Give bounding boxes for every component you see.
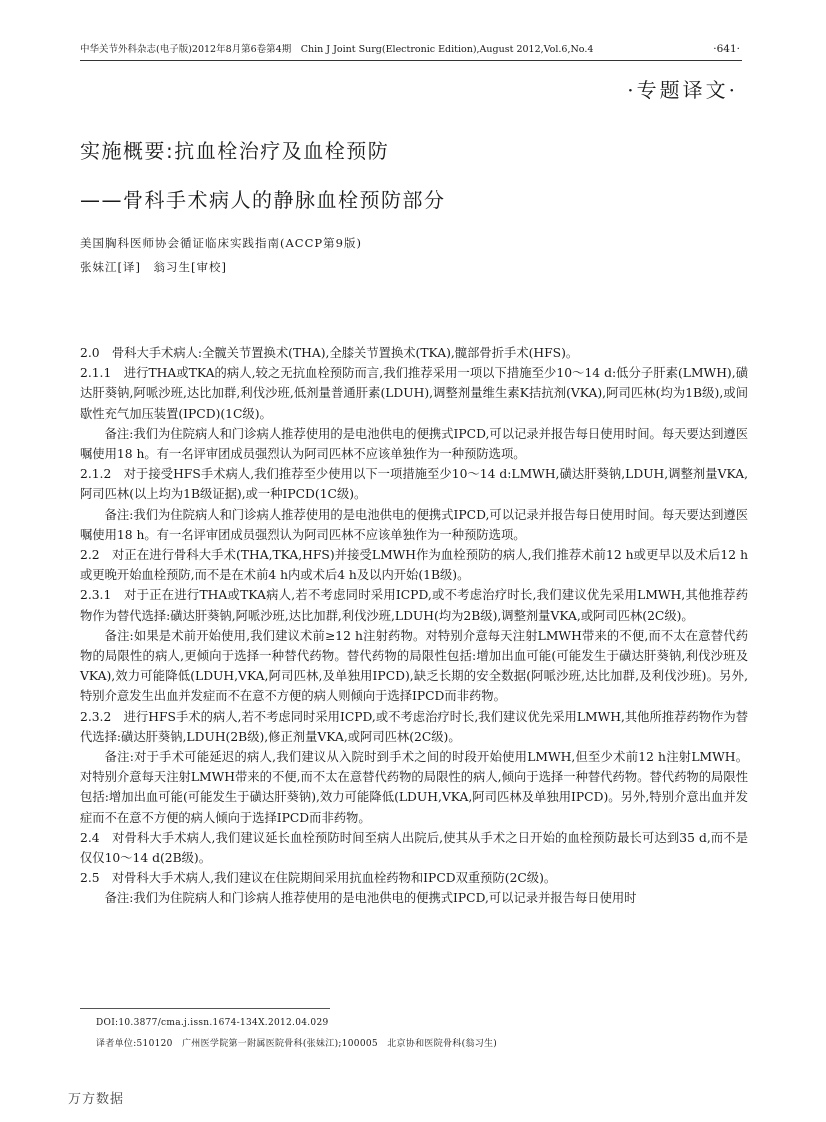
header-rule — [80, 60, 742, 61]
footnote-rule — [80, 1008, 330, 1009]
journal-citation: 中华关节外科杂志(电子版)2012年8月第6卷第4期 Chin J Joint Surg(Electronic Edition),August 2012,Vol.6,No.4 — [80, 44, 594, 55]
recommendation-paragraph: 2.0 骨科大手术病人:全髋关节置换术(THA),全膝关节置换术(TKA),髋部骨折手术(HFS)。 — [80, 346, 579, 360]
footnote-doi: DOI:10.3877/cma.j.issn.1674-134X.2012.04.029 — [96, 1018, 329, 1028]
running-header — [80, 41, 740, 55]
note-paragraph: 备注:我们为住院病人和门诊病人推荐使用的是电池供电的便携式IPCD,可以记录并报告每日使用时 — [104, 891, 637, 906]
recommendation-paragraph: 2.1.2 对于接受HFS手术病人,我们推荐至少使用以下一项措施至少10～14 d:LMWH,磺达肝葵钠,LDUH,调整剂量VKA,阿司匹林(以上均为1B级证据),或一种IPCD(1C级)。 — [80, 467, 748, 502]
footnote-affiliation: 译者单位:510120 广州医学院第一附属医院骨科(张妹江);100005 北京协和医院骨科(翁习生) — [96, 1039, 498, 1049]
article-body — [80, 343, 748, 908]
byline-authors: 张妹江[译] 翁习生[审校] — [80, 260, 227, 274]
recommendation-paragraph: 2.5 对骨科大手术病人,我们建议在住院期间采用抗血栓药物和IPCD双重预防(2C级)。 — [80, 871, 557, 886]
note-paragraph: 备注:如果是术前开始使用,我们建议术前≥12 h注射药物。对特别介意每天注射LMWH带来的不便,而不太在意替代药物的局限性的病人,更倾向于选择一种替代药物。替代药物的局限性包括:增加出血可能(可能发生于磺达肝葵钠,利伐沙班及VKA),效力可能降低(LDUH,VKA,阿司匹林,及单独用IPCD),缺乏长期的安全数据(阿哌沙班,达比加群,及利伐沙班)。另外,特别介意发生出血并发症而不在意不方便的病人则倾向于选择IPCD而非药物。 — [80, 628, 748, 704]
recommendation-paragraph: 2.3.2 进行HFS手术的病人,若不考虑同时采用ICPD,或不考虑治疗时长,我们建议优先采用LMWH,其他所推荐药物作为替代选择:磺达肝葵钠,LDUH(2B级),修正剂量VKA,或阿司匹林(2C级)。 — [80, 709, 748, 744]
note-paragraph: 备注:我们为住院病人和门诊病人推荐使用的是电池供电的便携式IPCD,可以记录并报告每日使用时间。每天要达到遵医嘱使用18 h。有一名评审团成员强烈认为阿司匹林不应该单独作为一种预防选项。 — [80, 507, 748, 542]
watermark: 万方数据 — [68, 1092, 125, 1107]
recommendation-paragraph: 2.1.1 进行THA或TKA的病人,较之无抗血栓预防而言,我们推荐采用一项以下措施至少10～14 d:低分子肝素(LMWH),磺达肝葵钠,阿哌沙班,达比加群,利伐沙班,低剂量普通肝素(LDUH),调整剂量维生素K拮抗剂(VKA),阿司匹林(均为1B级),或间歇性充气加压装置(IPCD)(1C级)。 — [80, 366, 748, 421]
note-paragraph: 备注:对于手术可能延迟的病人,我们建议从入院时到手术之间的时段开始使用LMWH,但至少术前12 h注射LMWH。对特别介意每天注射LMWH带来的不便,而不太在意替代药物的局限性的病人,倾向于选择一种替代药物。替代药物的局限性包括:增加出血可能(可能发生于磺达肝葵钠),效力可能降低(LDUH,VKA,阿司匹林及单独用IPCD)。另外,特别介意出血并发症而不在意不方便的病人倾向于选择IPCD而非药物。 — [80, 750, 748, 825]
page-number: ·641· — [713, 43, 740, 55]
article-title: 实施概要:抗血栓治疗及血栓预防 — [80, 139, 390, 163]
section-label: ·专题译文· — [627, 78, 738, 102]
article-subtitle: ——骨科手术病人的静脉血栓预防部分 — [80, 188, 446, 212]
recommendation-paragraph: 2.4 对骨科大手术病人,我们建议延长血栓预防时间至病人出院后,使其从手术之日开始的血栓预防最长可达到35 d,而不是仅仅10～14 d(2B级)。 — [80, 830, 748, 866]
recommendation-paragraph: 2.2 对正在进行骨科大手术(THA,TKA,HFS)并接受LMWH作为血栓预防的病人,我们推荐术前12 h或更早以及术后12 h或更晚开始血栓预防,而不是在术前4 h内或术后4 h及以内开始(1B级)。 — [80, 548, 748, 583]
byline-source: 美国胸科医师协会循证临床实践指南(ACCP第9版) — [80, 236, 362, 250]
recommendation-paragraph: 2.3.1 对于正在进行THA或TKA病人,若不考虑同时采用ICPD,或不考虑治疗时长,我们建议优先采用LMWH,其他推荐药物作为替代选择:磺达肝葵钠,阿哌沙班,达比加群,利伐沙班,LDUH(均为2B级),调整剂量VKA,或阿司匹林(2C级)。 — [80, 588, 748, 623]
note-paragraph: 备注:我们为住院病人和门诊病人推荐使用的是电池供电的便携式IPCD,可以记录并报告每日使用时间。每天要达到遵医嘱使用18 h。有一名评审团成员强烈认为阿司匹林不应该单独作为一种预防选项。 — [80, 426, 748, 462]
